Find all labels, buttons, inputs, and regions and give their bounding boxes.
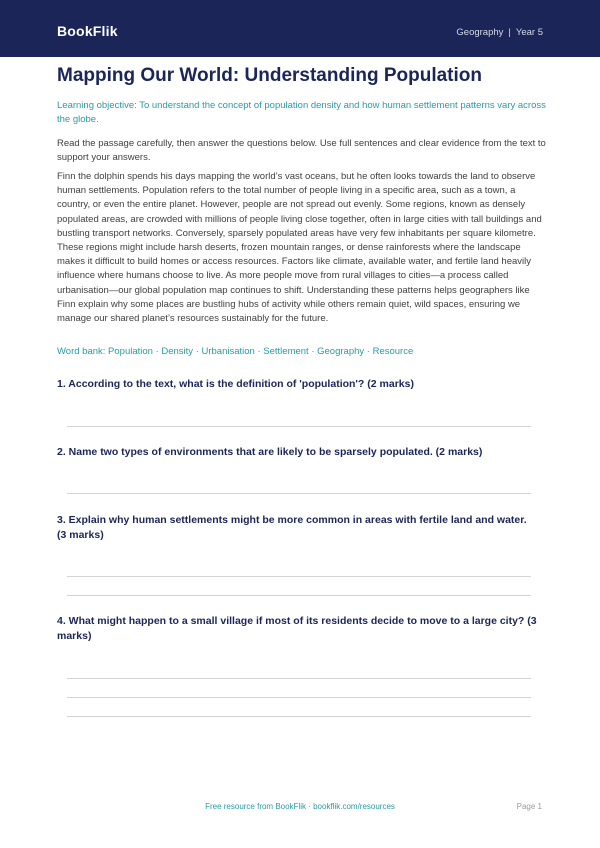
brand-logo-text[interactable]: BookFlik [57, 23, 118, 39]
page-number: Page 1 [516, 802, 542, 811]
footer-resource-link[interactable]: Free resource from BookFlik · bookflik.com/resources [205, 802, 395, 811]
header-bar [0, 0, 600, 57]
year-label: Year 5 [515, 27, 543, 38]
word-bank: Word bank: Population · Density · Urbanisation · Settlement · Geography · Resource [57, 346, 414, 357]
answer-line[interactable] [67, 697, 531, 698]
header-separator: | [508, 27, 511, 38]
header-meta [456, 27, 543, 38]
question-3: 3. Explain why human settlements might be more common in areas with fertile land and water. (3 marks) [57, 514, 527, 541]
answer-line[interactable] [67, 426, 531, 427]
answer-line[interactable] [67, 678, 531, 679]
question-2: 2. Name two types of environments that are likely to be sparsely populated. (2 marks) [57, 446, 483, 458]
subject-label: Geography [456, 27, 504, 38]
question-4: 4. What might happen to a small village if most of its residents decide to move to a large city? (3 marks) [57, 615, 537, 642]
answer-line[interactable] [67, 493, 531, 494]
answer-line[interactable] [67, 595, 531, 596]
question-1: 1. According to the text, what is the definition of 'population'? (2 marks) [57, 378, 414, 390]
answer-line[interactable] [67, 576, 531, 577]
answer-line[interactable] [67, 716, 531, 717]
learning-objective: Learning objective: To understand the concept of population density and how human settlement patterns vary across the globe. [57, 100, 546, 125]
page-title: Mapping Our World: Understanding Population [57, 65, 483, 86]
reading-passage: Finn the dolphin spends his days mapping the world’s vast oceans, but he often looks towards the land to observe human settlements. Population refers to the total number of people living in a specific area, such as a town, a country, or even the entire planet. However, people are not spread out evenly. Some regions, known as densely populated areas, are crowded with millions of people living close together, often in large cities with tall buildings and bustling transport networks. Conversely, sparsely populated areas have very few inhabitants per square kilometre. These regions might include harsh deserts, frozen mountain ranges, or dense rainforests where the landscape makes it difficult to build homes or access resources. Factors like climate, available water, and fertile land heavily influence where humans choose to live. As more people move from rural villages to cities—a process called urbanisation—our global population map continues to shift. Understanding these patterns helps geographers like Finn explain why some places are bustling hubs of activity while others remain quiet, wild spaces, ensuring we manage our shared planet’s resources sustainably for the future. [57, 171, 542, 325]
instructions: Read the passage carefully, then answer the questions below. Use full sentences and clear evidence from the text to support your answers. [57, 138, 546, 163]
